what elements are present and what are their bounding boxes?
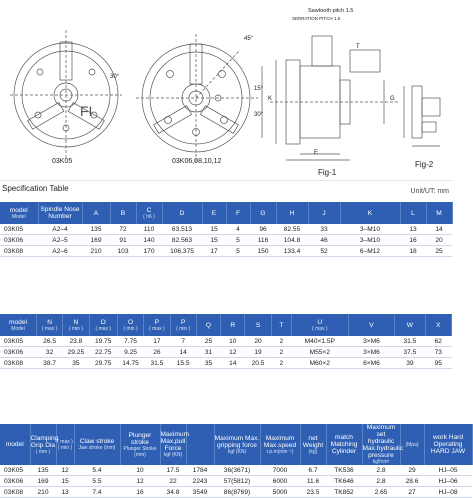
table1-header-4	[136, 202, 162, 224]
table-cell: 31.5	[144, 358, 170, 369]
table1-header-10-title: J	[322, 209, 326, 217]
table1-header-7	[226, 202, 250, 224]
spec-table-1	[0, 202, 453, 257]
table2-header-14-title: X	[436, 321, 441, 329]
table2-header-2	[63, 314, 89, 336]
table3-header-8-sub: r.p.m(min⁻¹)	[266, 448, 294, 455]
table1-header-5-title: D	[179, 209, 185, 217]
table3-header-2-sub: ( max ) ( min )	[57, 438, 73, 451]
table-cell: M60×2	[291, 358, 348, 369]
table-cell: M40×1.5P	[291, 336, 348, 347]
table-cell: 10	[221, 336, 245, 347]
chuck-03k06-drawing	[136, 34, 258, 162]
table1-header-3-title: B	[120, 209, 126, 217]
table-cell: 26	[144, 347, 170, 358]
table2-header-13-title: W	[406, 321, 413, 329]
table3-header-10-title: match Matching Cylinder	[330, 434, 358, 455]
table3-header-8-title: Maximum Max.speed	[263, 434, 297, 449]
table1-header-row	[0, 202, 452, 224]
table-cell: 39	[395, 358, 425, 369]
table-cell: 34.8	[160, 487, 186, 498]
table-cell: 23.8	[63, 336, 89, 347]
table-cell: 2.8	[362, 476, 400, 487]
table1-header-8-title: G	[260, 209, 266, 217]
table-cell: 32	[36, 347, 62, 358]
table1-header-2	[82, 202, 110, 224]
table1-header-0-title: model	[9, 206, 28, 214]
label-angle-30: 30°	[254, 112, 264, 118]
table1-header-1-title: Spindle Nose Number	[40, 206, 80, 220]
table3-header-3-sub: Jaw stroke (mm)	[78, 445, 116, 451]
table-cell: 6×M6	[348, 358, 395, 369]
table1-header-9	[276, 202, 308, 224]
table3-header-row	[0, 424, 472, 465]
table-cell: 169	[30, 476, 56, 487]
table-cell: 35	[196, 358, 220, 369]
table-cell: 2	[271, 336, 291, 347]
table-cell: HJ–08	[424, 487, 472, 498]
table-cell: 170	[136, 246, 162, 257]
table2-header-6-title: P	[180, 318, 186, 326]
table-cell: 5	[226, 246, 250, 257]
model-cell: 03K05	[0, 336, 36, 347]
table1-header-12	[400, 202, 426, 224]
table-cell: 5.4	[74, 465, 120, 476]
spec-table-2	[0, 314, 452, 369]
table3-header-9-sub: (kg)	[308, 448, 318, 455]
unit-label: Unit/UT: mm	[410, 188, 449, 195]
table-cell: 7.4	[74, 487, 120, 498]
table3-header-6	[186, 424, 214, 465]
table-cell: 3549	[186, 487, 214, 498]
table3-header-9	[300, 424, 326, 465]
table-cell: A2–5	[38, 235, 82, 246]
table2-header-4-sub: ( min )	[123, 325, 138, 332]
table-cell: 13	[400, 224, 426, 235]
table2-header-1-title: N	[47, 318, 52, 326]
model-cell: 03K05	[0, 224, 38, 235]
table-cell: 17	[144, 336, 170, 347]
model-cell: 03K08	[0, 487, 30, 498]
table3-header-5-sub: kgf (KN)	[163, 452, 183, 458]
table1-header-4-sub: ( h6 )	[143, 213, 155, 220]
table2-header-3-title: O	[100, 318, 106, 326]
table-cell: 63.513	[162, 224, 202, 235]
table2-header-9-title: S	[255, 321, 261, 329]
label-t: T	[356, 44, 360, 50]
model-cell: 03K08	[0, 246, 38, 257]
table-cell: 6–M12	[340, 246, 400, 257]
table1-header-13	[426, 202, 452, 224]
table2-header-0-sub: Model	[11, 325, 25, 332]
table-cell: 22	[160, 476, 186, 487]
table-cell: 14.75	[117, 358, 143, 369]
table2-header-2-title: N	[73, 318, 79, 326]
table-cell: 72	[110, 224, 136, 235]
table2-header-4	[117, 314, 143, 336]
table-cell: 15.5	[170, 358, 196, 369]
table1-header-9-title: H	[289, 209, 295, 217]
model-cell: 03K05	[0, 465, 30, 476]
table2-header-11	[291, 314, 348, 336]
table3-header-5-title: Maximum Max.pull Force	[160, 431, 190, 452]
table-cell: 106.375	[162, 246, 202, 257]
table2-header-0	[0, 314, 36, 336]
table-cell: 6000	[260, 476, 300, 487]
table-cell: 91	[110, 235, 136, 246]
label-fi: FI	[80, 103, 93, 119]
table-cell: 5000	[260, 487, 300, 498]
model-cell: 03K06	[0, 347, 36, 358]
table-cell: 82.563	[162, 235, 202, 246]
table-cell: 19	[245, 347, 271, 358]
table-row	[0, 358, 452, 369]
table3-header-1-title: Clamping Grip Dia	[30, 434, 59, 449]
table3-header-0	[0, 424, 30, 465]
table-cell: 15	[202, 224, 226, 235]
table3-header-9-title: net Weight	[302, 434, 324, 449]
table-cell: 116	[250, 235, 276, 246]
model-cell: 03K08	[0, 358, 36, 369]
table-cell: 20.5	[245, 358, 271, 369]
table-cell: 11.6	[300, 476, 326, 487]
table-row	[0, 224, 452, 235]
table-cell: 27	[400, 487, 424, 498]
table-cell: 12	[221, 347, 245, 358]
table-cell: 86(8769)	[214, 487, 260, 498]
table-cell: 28.6	[400, 476, 424, 487]
table3-header-10	[326, 424, 362, 465]
table-cell: M55×2	[291, 347, 348, 358]
table-cell: 20	[426, 235, 452, 246]
table-cell: 3–M10	[340, 235, 400, 246]
table-cell: 210	[82, 246, 110, 257]
table-cell: 7000	[260, 465, 300, 476]
table-cell: 37.5	[395, 347, 425, 358]
table-cell: 16	[400, 235, 426, 246]
table-cell: 2	[271, 347, 291, 358]
table-cell: 29	[400, 465, 424, 476]
table-cell: 14	[221, 358, 245, 369]
table-cell: TK852	[326, 487, 362, 498]
table1-header-10	[308, 202, 340, 224]
table1-header-12-title: L	[411, 209, 415, 217]
table-cell: 169	[82, 235, 110, 246]
table3-header-7-title: Maximum Max. gripping force	[214, 434, 260, 449]
table-cell: TK646	[326, 476, 362, 487]
label-sawtooth: Sawtooth pitch 1.5	[308, 8, 354, 14]
table-cell: 7.75	[117, 336, 143, 347]
label-angle-45: 45°	[244, 36, 254, 42]
table-cell: 31.5	[395, 336, 425, 347]
table1-header-3	[110, 202, 136, 224]
table-cell: 95	[425, 358, 451, 369]
table3-header-4	[120, 424, 160, 465]
table2-header-10-title: T	[279, 321, 284, 329]
table2-header-1	[36, 314, 62, 336]
caption-fig2: Fig-2	[415, 160, 434, 169]
table2-header-2-sub: ( min )	[68, 325, 83, 332]
table2-header-13	[395, 314, 425, 336]
table-row	[0, 347, 452, 358]
table-cell: 12	[56, 465, 74, 476]
table3-header-7	[214, 424, 260, 465]
table1-body	[0, 224, 452, 257]
table-cell: 110	[136, 224, 162, 235]
table-cell: 12	[120, 476, 160, 487]
table-cell: TK536	[326, 465, 362, 476]
table3-header-4-title: Plunger stroke	[128, 431, 152, 446]
table-cell: 31	[196, 347, 220, 358]
table3-header-4-sub: Plunger Stroke (mm)	[123, 445, 157, 458]
label-g: G	[390, 96, 395, 102]
table-cell: 46	[308, 235, 340, 246]
table-cell: 19.75	[89, 336, 117, 347]
table-cell: 13	[56, 487, 74, 498]
table2-header-6-sub: ( min )	[176, 325, 191, 332]
table-cell: 29.25	[63, 347, 89, 358]
table2-header-6	[170, 314, 196, 336]
table3-header-7-sub: kgf (KN)	[227, 448, 247, 455]
table3-header-0-title: model	[5, 441, 24, 448]
table3-header-11-sub: kgf/cm²	[372, 459, 390, 465]
table-cell: 15	[202, 235, 226, 246]
technical-drawings	[0, 0, 452, 176]
table2-header-8	[221, 314, 245, 336]
table-row	[0, 487, 472, 498]
table2-header-5	[144, 314, 170, 336]
table-cell: 14	[426, 224, 452, 235]
table3-header-11-title: Maximum set hydraulic Max.hydraulic pressure	[362, 424, 404, 459]
table-cell: 210	[30, 487, 56, 498]
table3-header-12	[400, 424, 424, 465]
table2-header-9	[245, 314, 271, 336]
model-cell: 03K06	[0, 235, 38, 246]
divider	[0, 180, 452, 181]
table-cell: 5	[226, 235, 250, 246]
table-row	[0, 465, 472, 476]
table1-header-8	[250, 202, 276, 224]
table1-header-11-title: K	[367, 209, 373, 217]
table3-header-1-sub: ( mm )	[35, 448, 51, 455]
table1-header-11	[340, 202, 400, 224]
label-k: K	[268, 96, 273, 102]
table1-header-13-title: M	[436, 209, 442, 217]
table-cell: 18	[400, 246, 426, 257]
drawing-canvas	[0, 0, 452, 176]
table1-header-2-title: A	[93, 209, 99, 217]
table-cell: 35	[63, 358, 89, 369]
table2-header-12	[348, 314, 395, 336]
label-angle-30b: 30°	[110, 74, 120, 80]
table-cell: 22.75	[89, 347, 117, 358]
table2-header-0-title: model	[8, 318, 27, 326]
table-cell: 9.25	[117, 347, 143, 358]
table1-header-4-title: C	[146, 206, 152, 214]
table2-header-11-sub: ( max )	[312, 325, 328, 332]
table-cell: A2–4	[38, 224, 82, 235]
table-cell: 10	[120, 465, 160, 476]
table3-header-13	[424, 424, 472, 465]
caption-03k05: 03K05	[52, 158, 73, 165]
table3-header-2	[56, 424, 74, 465]
table-cell: 135	[30, 465, 56, 476]
table-cell: 29.75	[89, 358, 117, 369]
label-e: E	[314, 150, 319, 156]
table-cell: 15	[56, 476, 74, 487]
label-serration: SERRATION PITCH 1.5	[292, 16, 341, 21]
table2-header-7	[196, 314, 220, 336]
table1-header-0	[0, 202, 38, 224]
table2-header-11-title: U	[317, 318, 323, 326]
table-cell: HJ–06	[424, 476, 472, 487]
table-cell: 25	[426, 246, 452, 257]
table-cell: 140	[136, 235, 162, 246]
table2-body	[0, 336, 452, 369]
caption-fig1: Fig-1	[318, 168, 337, 177]
table-cell: 17.5	[160, 465, 186, 476]
table1-header-1	[38, 202, 82, 224]
table-cell: 3×M6	[348, 347, 395, 358]
table-cell: 96	[250, 224, 276, 235]
table3-header-11	[362, 424, 404, 465]
table-row	[0, 235, 452, 246]
table-cell: 25	[196, 336, 220, 347]
table-cell: 5.5	[74, 476, 120, 487]
table-cell: HJ–05	[424, 465, 472, 476]
table2-header-7-title: Q	[205, 321, 212, 329]
table2-header-row	[0, 314, 452, 336]
table1-header-0-sub: Model	[11, 213, 26, 220]
table1-header-5	[162, 202, 202, 224]
table-cell: 73	[425, 347, 451, 358]
table-cell: 103	[110, 246, 136, 257]
section-title: Specification Table	[2, 184, 69, 193]
table3-header-3	[74, 424, 120, 465]
table2-header-5-title: P	[154, 318, 160, 326]
table-cell: 14	[170, 347, 196, 358]
fig1-side-view	[262, 36, 400, 160]
table-cell: 36(3671)	[214, 465, 260, 476]
table-cell: 16	[120, 487, 160, 498]
table3-header-1	[30, 424, 59, 465]
table-cell: 3×M6	[348, 336, 395, 347]
table-cell: 135	[82, 224, 110, 235]
table3-header-8	[260, 424, 300, 465]
table-cell: 38.7	[36, 358, 62, 369]
table-cell: 23.5	[300, 487, 326, 498]
table-cell: 1784	[186, 465, 214, 476]
table-cell: 82.55	[276, 224, 308, 235]
table2-header-1-sub: ( max )	[41, 325, 58, 332]
table-cell: 2.65	[362, 487, 400, 498]
table-cell: 4	[226, 224, 250, 235]
model-cell: 03K06	[0, 476, 30, 487]
table-cell: A2–6	[38, 246, 82, 257]
table-cell: 26.5	[36, 336, 62, 347]
table-cell: 52	[308, 246, 340, 257]
table-cell: 150	[250, 246, 276, 257]
table-cell: 2.8	[362, 465, 400, 476]
table3-header-3-title: Claw stroke	[79, 438, 115, 445]
table2-header-4-title: O	[127, 318, 134, 326]
label-angle-15: 15°	[254, 86, 264, 92]
table-row	[0, 336, 452, 347]
table-cell: 17	[202, 246, 226, 257]
table-cell: 133.4	[276, 246, 308, 257]
table2-header-3-sub: ( max )	[95, 325, 112, 332]
table2-header-3	[89, 314, 117, 336]
table3-header-13-title: work Hard Operating HARD JAW	[430, 434, 466, 455]
table2-header-8-title: R	[230, 321, 236, 329]
table-cell: 2	[271, 358, 291, 369]
spec-table-3	[0, 424, 473, 498]
table-row	[0, 476, 472, 487]
table-cell: 104.8	[276, 235, 308, 246]
table1-header-6-title: E	[211, 209, 217, 217]
table2-header-12-title: V	[369, 321, 374, 329]
table2-header-5-sub: ( max )	[149, 325, 165, 332]
table-cell: 7	[170, 336, 196, 347]
caption-03k06: 03K06,08,10,12	[172, 158, 222, 165]
table1-header-7-title: F	[235, 209, 241, 217]
table3-header-12-sub: (Mpa)	[405, 441, 419, 448]
table-cell: 62	[425, 336, 451, 347]
table-cell: 33	[308, 224, 340, 235]
table2-header-10	[271, 314, 291, 336]
table-cell: 57(5812)	[214, 476, 260, 487]
table3-header-5	[160, 424, 190, 465]
table-row	[0, 246, 452, 257]
table-cell: 3–M10	[340, 224, 400, 235]
fig2-jaw-view	[404, 86, 440, 146]
chuck-03k05-drawing	[10, 30, 122, 160]
table-cell: 2243	[186, 476, 214, 487]
table3-body	[0, 465, 472, 498]
table-cell: 20	[245, 336, 271, 347]
table2-header-14	[425, 314, 451, 336]
table-cell: 6.7	[300, 465, 326, 476]
table1-header-6	[202, 202, 226, 224]
